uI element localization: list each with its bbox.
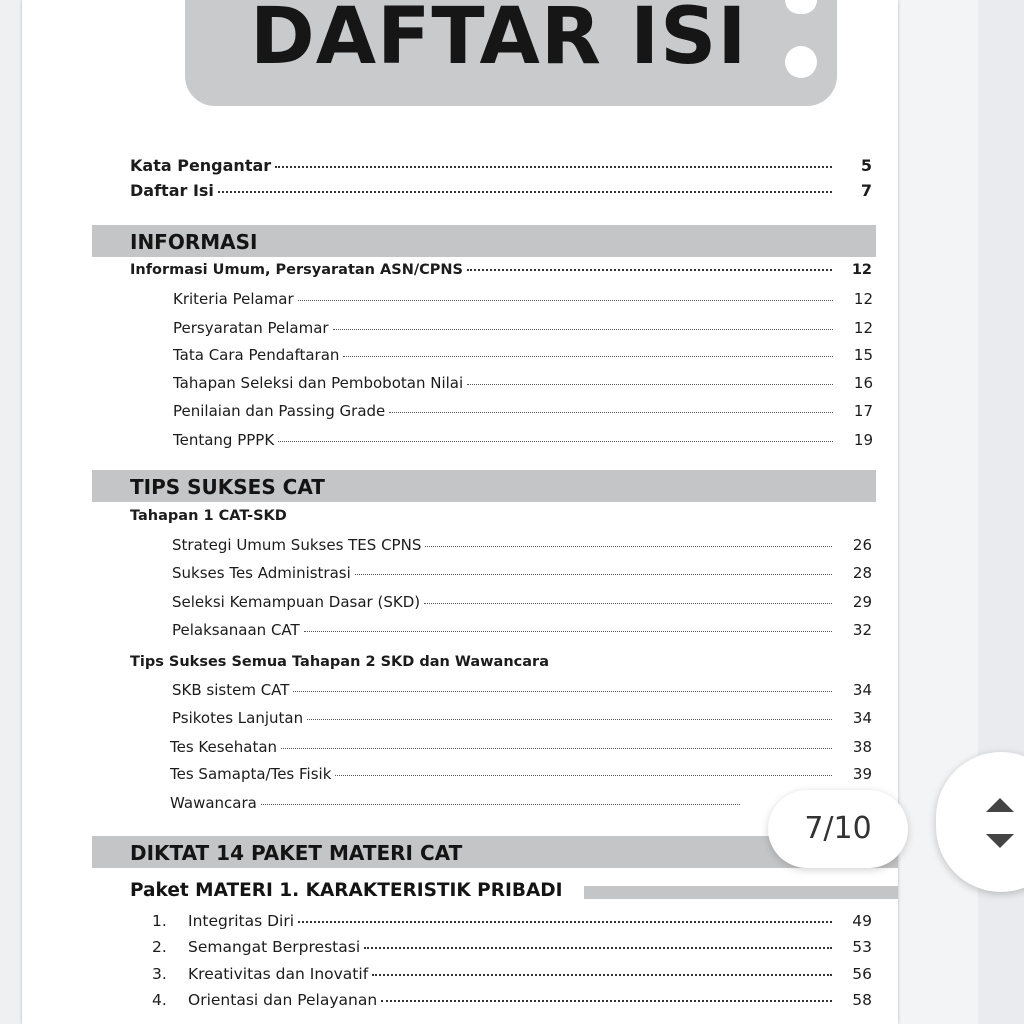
toc-entry-page: 56	[852, 965, 872, 983]
dot-leader	[372, 974, 832, 976]
toc-entry[interactable]	[152, 991, 872, 1015]
toc-entry[interactable]	[130, 262, 872, 286]
page-indicator: 7/10	[768, 790, 908, 868]
toc-entry-page: 32	[852, 621, 872, 639]
toc-entry-page: 12	[853, 290, 873, 308]
toc-entry[interactable]	[152, 912, 872, 936]
dot-leader	[364, 947, 832, 949]
toc-entry[interactable]	[130, 156, 872, 180]
paket-title: Paket MATERI 1. KARAKTERISTIK PRIBADI	[130, 880, 563, 901]
toc-entry-label: Strategi Umum Sukses TES CPNS	[172, 536, 422, 554]
toc-entry-page: 58	[852, 991, 872, 1009]
dot-leader	[293, 691, 832, 692]
section-header-tips-sukses-cat: TIPS SUKSES CAT	[92, 470, 876, 502]
paket-title-rule	[584, 886, 898, 899]
toc-entry[interactable]	[173, 290, 873, 314]
scroll-up-icon[interactable]	[986, 798, 1014, 812]
toc-entry-label: Pelaksanaan CAT	[172, 621, 300, 639]
toc-entry[interactable]	[172, 681, 872, 705]
toc-entry[interactable]	[152, 965, 872, 989]
toc-entry-label: Tata Cara Pendaftaran	[173, 346, 340, 364]
toc-entry-label: Psikotes Lanjutan	[172, 709, 304, 727]
toc-entry[interactable]	[172, 709, 872, 733]
dot-leader	[298, 921, 832, 923]
toc-entry-label: Tahapan Seleksi dan Pembobotan Nilai	[173, 374, 464, 392]
toc-entry[interactable]	[173, 402, 873, 426]
toc-entry-page: 34	[852, 681, 872, 699]
toc-entry-page: 49	[852, 912, 872, 930]
toc-entry-page: 34	[852, 709, 872, 727]
toc-entry-label: Tentang PPPK	[173, 431, 275, 449]
toc-entry-page: 28	[852, 564, 872, 582]
dot-leader	[389, 412, 833, 413]
toc-entry-label: Orientasi dan Pelayanan	[188, 991, 378, 1009]
toc-entry[interactable]	[173, 374, 873, 398]
section-header-informasi: INFORMASI	[92, 225, 876, 257]
toc-entry-label: Wawancara	[170, 794, 257, 812]
toc-entry[interactable]	[172, 593, 872, 617]
dot-leader	[425, 546, 832, 547]
toc-entry-page: 19	[853, 431, 873, 449]
dot-leader	[424, 603, 832, 604]
toc-entry-label: SKB sistem CAT	[172, 681, 290, 699]
document-page[interactable]	[22, 0, 898, 1024]
dot-leader	[218, 191, 832, 193]
dot-leader	[307, 719, 832, 720]
scroll-down-icon[interactable]	[986, 834, 1014, 848]
dot-leader	[467, 269, 832, 271]
toc-entry-label: Informasi Umum, Persyaratan ASN/CPNS	[130, 262, 463, 278]
toc-entry-number: 2.	[152, 938, 167, 956]
toc-entry[interactable]	[173, 346, 873, 370]
dot-leader	[278, 441, 833, 442]
dot-leader	[467, 384, 833, 385]
page-title: DAFTAR ISI	[250, 0, 748, 82]
dot-leader	[275, 166, 832, 168]
toc-entry-label: Tes Kesehatan	[170, 738, 278, 756]
dot-leader	[343, 356, 833, 357]
toc-entry-page: 16	[853, 374, 873, 392]
toc-entry-page: 17	[853, 402, 873, 420]
dot-leader	[335, 775, 832, 776]
toc-entry-number: 4.	[152, 991, 167, 1009]
toc-entry-label: Daftar Isi	[130, 181, 214, 200]
dot-leader	[281, 748, 832, 749]
toc-entry[interactable]	[170, 794, 780, 818]
toc-subgroup-title: Tahapan 1 CAT-SKD	[130, 508, 287, 524]
toc-entry-page: 39	[852, 765, 872, 783]
dot-leader	[355, 574, 832, 575]
toc-entry-label: Penilaian dan Passing Grade	[173, 402, 386, 420]
toc-entry-page: 26	[852, 536, 872, 554]
section-header-diktat: DIKTAT 14 PAKET MATERI CAT	[92, 836, 898, 868]
toc-entry-page: 7	[860, 181, 872, 200]
toc-entry-label: Kriteria Pelamar	[173, 290, 294, 308]
dot-leader	[304, 631, 832, 632]
toc-entry[interactable]	[173, 319, 873, 343]
toc-entry[interactable]	[152, 938, 872, 962]
toc-entry-page: 29	[852, 593, 872, 611]
toc-entry-number: 3.	[152, 965, 167, 983]
dot-leader	[381, 1000, 832, 1002]
toc-entry-label: Tes Samapta/Tes Fisik	[170, 765, 332, 783]
toc-entry-label: Kata Pengantar	[130, 156, 272, 175]
toc-entry[interactable]	[172, 621, 872, 645]
toc-entry-label: Semangat Berprestasi	[188, 938, 361, 956]
toc-entry-page: 15	[853, 346, 873, 364]
toc-entry[interactable]	[172, 536, 872, 560]
toc-entry[interactable]	[130, 181, 872, 205]
toc-entry[interactable]	[173, 431, 873, 455]
toc-subgroup-title: Tips Sukses Semua Tahapan 2 SKD dan Wawancara	[130, 654, 549, 670]
toc-entry[interactable]	[170, 738, 872, 762]
dot-leader	[333, 329, 833, 330]
toc-entry-page: 53	[852, 938, 872, 956]
toc-entry-page: 12	[851, 262, 872, 278]
toc-entry-label: Persyaratan Pelamar	[173, 319, 329, 337]
toc-entry-label: Sukses Tes Administrasi	[172, 564, 351, 582]
toc-entry-label: Integritas Diri	[188, 912, 295, 930]
toc-entry-page: 38	[852, 738, 872, 756]
toc-entry-page: 5	[860, 156, 872, 175]
dot-leader	[261, 804, 740, 805]
dot-leader	[298, 300, 833, 301]
title-colon-dot-bottom	[785, 46, 817, 78]
toc-entry-number: 1.	[152, 912, 167, 930]
toc-entry-label: Kreativitas dan Inovatif	[188, 965, 369, 983]
toc-entry[interactable]	[172, 564, 872, 588]
toc-entry-label: Seleksi Kemampuan Dasar (SKD)	[172, 593, 421, 611]
toc-entry[interactable]	[170, 765, 872, 789]
toc-entry-page: 12	[853, 319, 873, 337]
